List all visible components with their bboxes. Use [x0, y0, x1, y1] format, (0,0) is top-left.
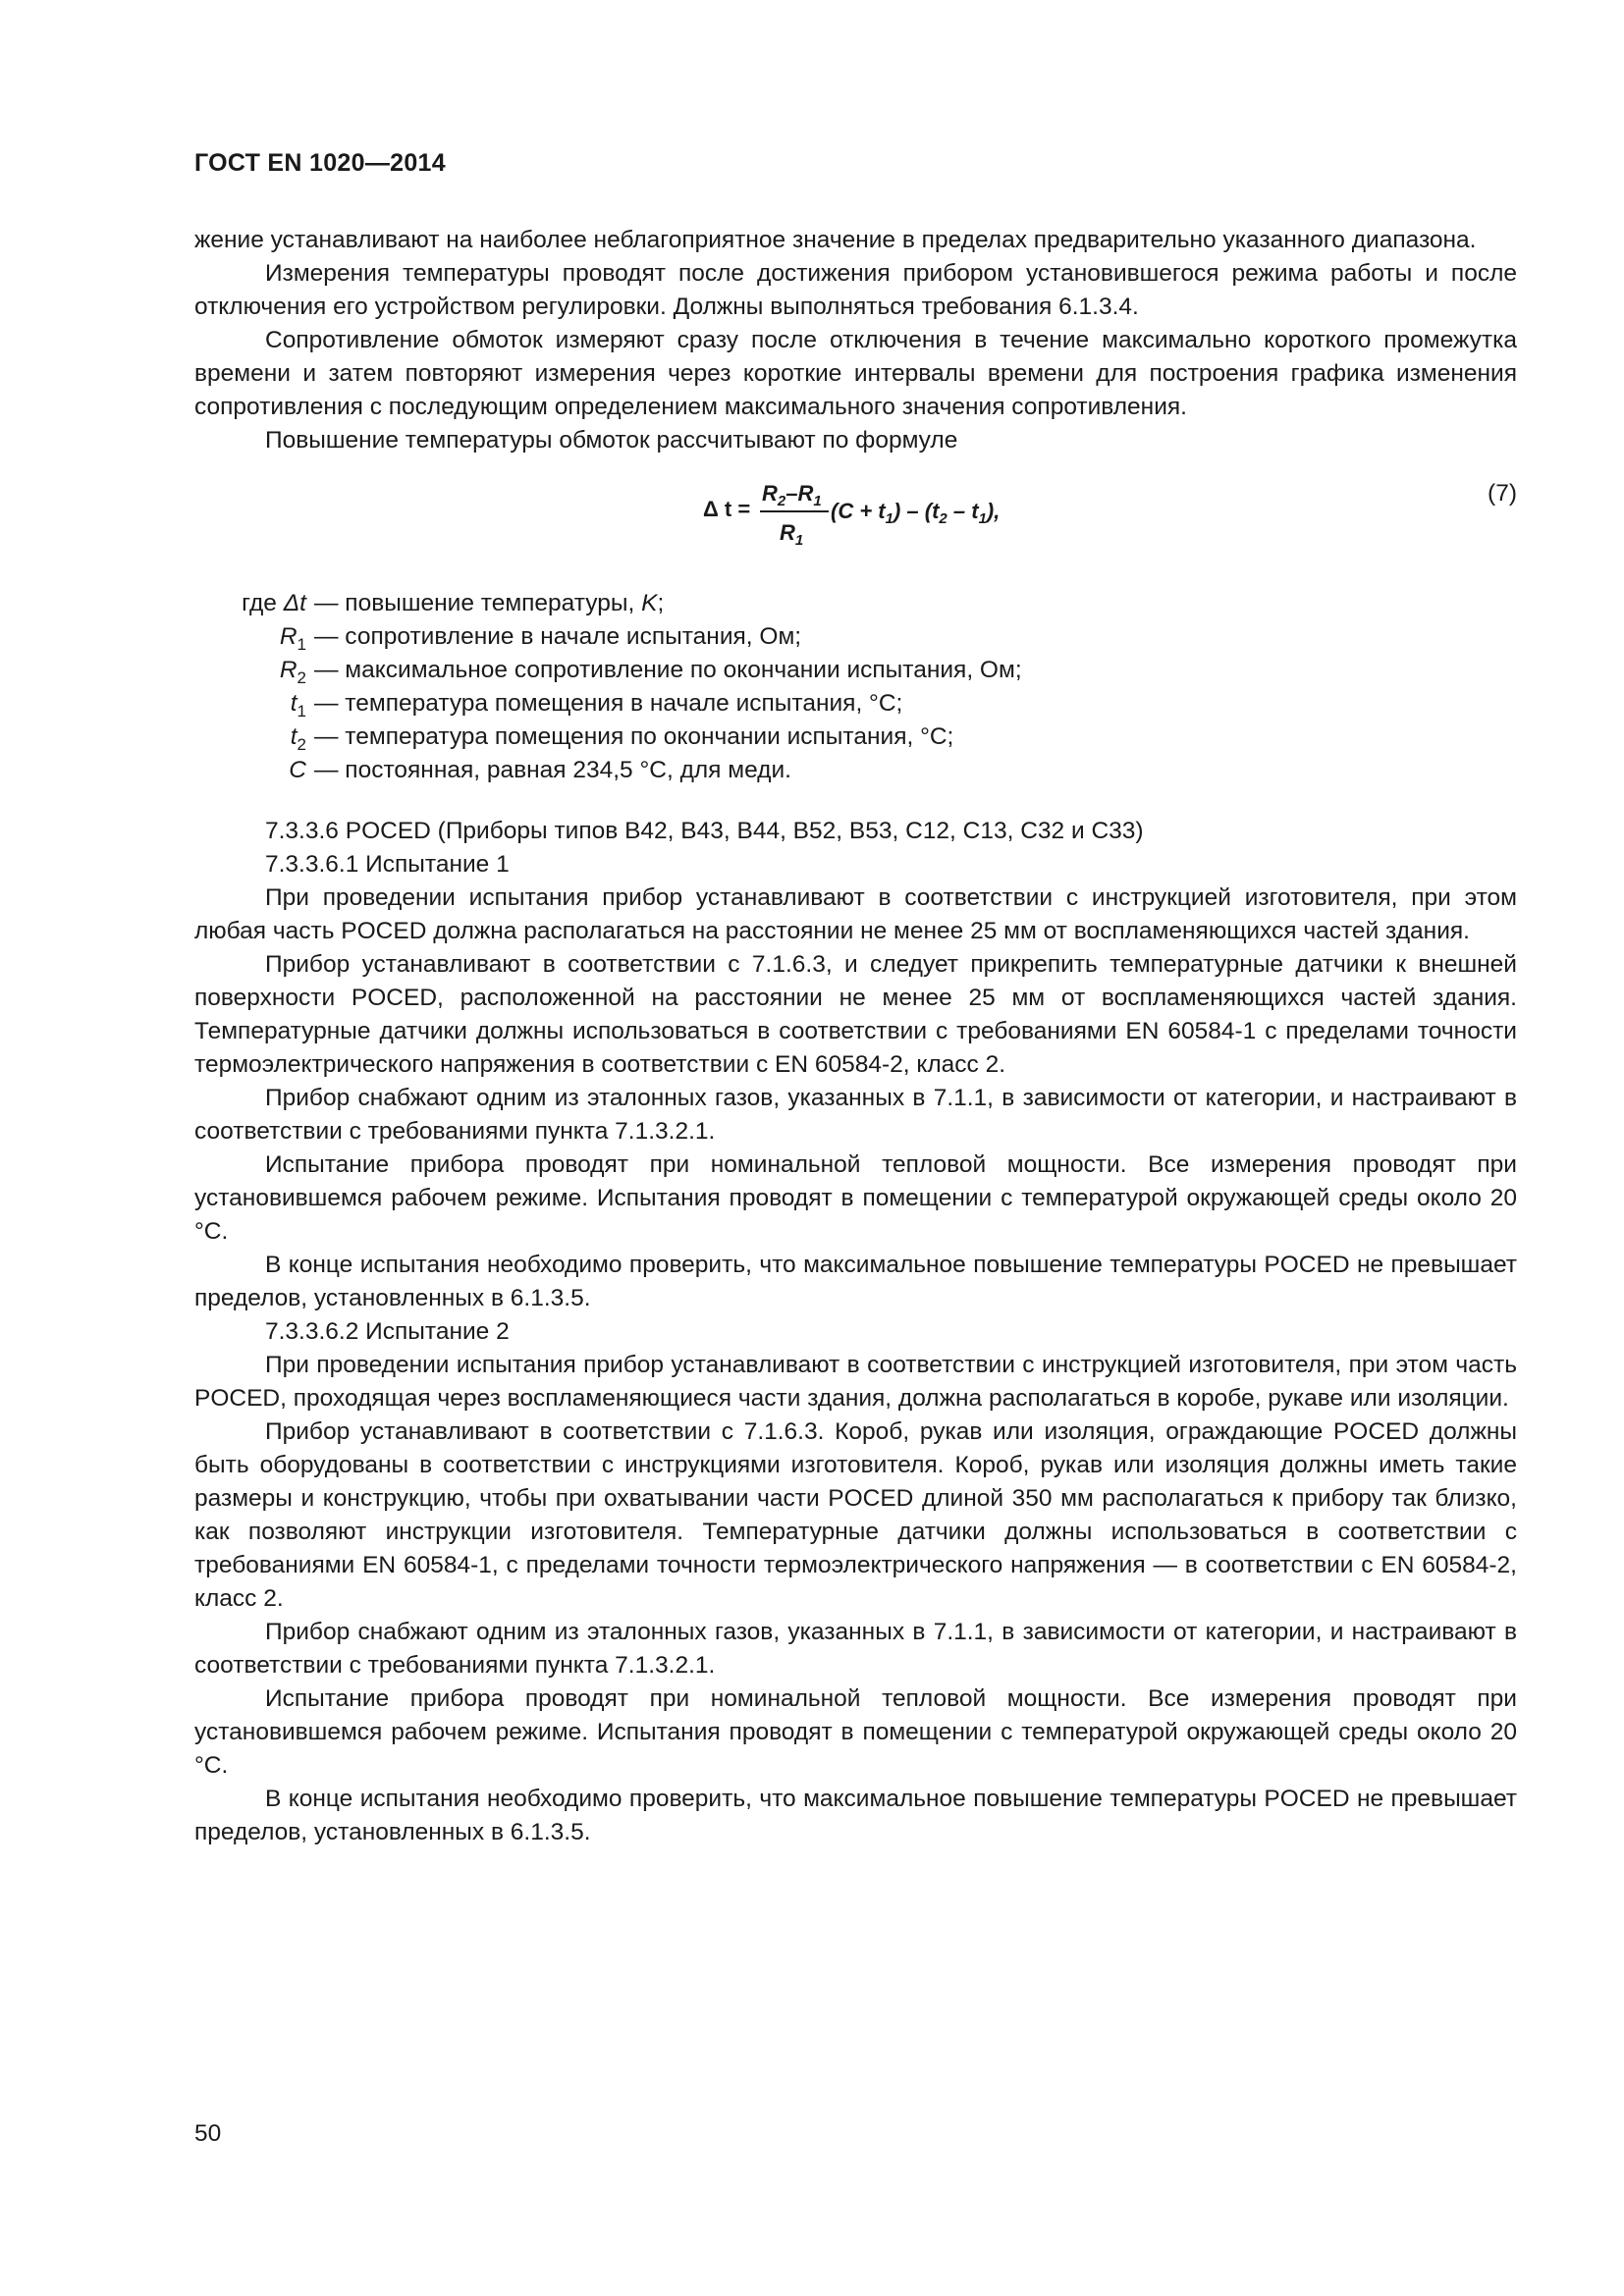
paragraph: Измерения температуры проводят после достижения прибором установившегося режима работы и после отключения его устройством регулировки. Должны выполняться требования 6.1.3.4. [194, 260, 1517, 320]
svg-text:R1 [780, 520, 803, 549]
formula-rest-minus: – t [947, 499, 979, 523]
legend-row [194, 687, 1517, 721]
legend-symbol: t [290, 690, 298, 717]
paragraph: Прибор устанавливают в соответствии с 7.1.6.3. Короб, рукав или изоляция, ограждающие POCED должны быть оборудованы в соответствии с инструкциями изготовителя. Короб, рукав или изоляция должны иметь такие размеры и конструкцию, чтобы при охватывании части POCED длиной 350 мм располагаться к прибору так близко, как позволяют инструкции изготовителя. Температурные датчики должны использоваться в соответствии с требованиями EN 60584-1, с пределами точности термоэлектрического напряжения — в соответствии с EN 60584-2, класс 2. [194, 1418, 1517, 1612]
legend-row [194, 654, 1517, 687]
legend-row [194, 620, 1517, 654]
formula-rest-close: ), [986, 499, 1001, 523]
legend-symbol: Δt [283, 590, 306, 616]
formula-num-r1: R [797, 481, 814, 506]
legend-symbol-sub: 2 [297, 668, 306, 687]
legend-unit: K [641, 590, 658, 616]
formula-rest-t1b-sub: 1 [978, 510, 987, 527]
legend-desc: — сопротивление в начале испытания, Ом; [314, 623, 802, 650]
paragraph: Сопротивление обмоток измеряют сразу после отключения в течение максимально короткого промежутка времени и затем повторяют измерения через короткие интервалы времени для построения графика изменения сопротивления с последующим определением максимального значения сопротивления. [194, 327, 1517, 420]
paragraph: Повышение температуры обмоток рассчитывают по формуле [265, 427, 958, 454]
paragraph: Прибор снабжают одним из эталонных газов, указанных в 7.1.1, в зависимости от категории, и настраивают в соответствии с требованиями пункта 7.1.3.2.1. [194, 1085, 1517, 1145]
paragraph: В конце испытания необходимо проверить, что максимальное повышение температуры POCED не превышает пределов, установленных в 6.1.3.5. [194, 1786, 1517, 1845]
svg-text:(C + t1) – (t2 – t1), [831, 499, 1000, 527]
subsection-heading: 7.3.3.6.2 Испытание 2 [265, 1318, 510, 1345]
legend-tail: ; [657, 590, 665, 616]
document-header: ГОСТ EN 1020—2014 [194, 149, 446, 177]
formula-num-minus: – [785, 481, 798, 506]
formula-lhs: Δ t = [703, 497, 751, 521]
paragraph: Прибор устанавливают в соответствии с 7.1.6.3, и следует прикрепить температурные датчики к внешней поверхности POCED, расположенной на расстоянии не менее 25 мм от воспламеняющихся частей здания. Температурные датчики должны использоваться в соответствии с требованиями EN 60584-1 с пределами точности термоэлектрического напряжения в соответствии с EN 60584-2, класс 2. [194, 951, 1517, 1078]
formula-num-r2-sub: 2 [777, 493, 786, 509]
legend-symbol: R [279, 657, 298, 683]
page-number: 50 [194, 2120, 222, 2147]
legend-symbol-sub: 1 [297, 635, 306, 654]
legend-desc: — максимальное сопротивление по окончании испытания, Ом; [314, 657, 1022, 683]
formula-rest-open: (C + t [831, 499, 886, 523]
paragraphs-top [194, 224, 1517, 457]
legend-symbol-sub: 2 [297, 735, 306, 754]
paragraph: При проведении испытания прибор устанавливают в соответствии с инструкцией изготовителя, при этом часть POCED, проходящая через воспламеняющиеся части здания, должна располагаться в коробе, рукаве или изоляции. [194, 1352, 1517, 1412]
legend-desc: — температура помещения по окончании испытания, °С; [314, 723, 954, 750]
subsection-heading: 7.3.3.6.1 Испытание 1 [265, 851, 510, 878]
section-heading: 7.3.3.6 POCED (Приборы типов В42, В43, В44, В52, В53, С12, С13, С32 и С33) [265, 818, 1144, 844]
legend-where: где [242, 590, 277, 616]
formula-num-r2: R [762, 481, 778, 506]
paragraph: жение устанавливают на наиболее неблагоприятное значение в пределах предварительно указанного диапазона. [194, 227, 1477, 253]
legend-desc: — повышение температуры, [314, 590, 642, 616]
formula-rest-mid: ) – (t [893, 499, 940, 523]
legend-desc: — постоянная, равная 234,5 °С, для меди. [314, 757, 791, 783]
formula-rest-t2-sub: 2 [939, 510, 947, 527]
legend-desc: — температура помещения в начале испытания, °С; [314, 690, 903, 717]
paragraph: Испытание прибора проводят при номинальной тепловой мощности. Все измерения проводят при установившемся рабочем режиме. Испытания проводят в помещении с температурой окружающей среды около 20 °С. [194, 1685, 1517, 1779]
svg-text:R2–R1 [762, 481, 822, 509]
formula-rest-t1-sub: 1 [885, 510, 893, 527]
formula-den-r1-sub: 1 [794, 532, 804, 549]
formula-legend [194, 587, 1517, 787]
paragraph: При проведении испытания прибор устанавливают в соответствии с инструкцией изготовителя, при этом любая часть POCED должна располагаться на расстоянии не менее 25 мм от воспламеняющихся частей здания. [194, 884, 1517, 944]
legend-row [194, 754, 1517, 787]
legend-symbol: t [290, 723, 298, 750]
legend-symbol: R [279, 623, 298, 650]
formula-num-r1-sub: 1 [813, 493, 822, 509]
document-body [194, 224, 1517, 1849]
legend-symbol: C [289, 757, 306, 783]
paragraph: Испытание прибора проводят при номинальной тепловой мощности. Все измерения проводят при установившемся рабочем режиме. Испытания проводят в помещении с температурой окружающей среды около 20 °С. [194, 1151, 1517, 1245]
paragraph: В конце испытания необходимо проверить, что максимальное повышение температуры POCED не превышает пределов, установленных в 6.1.3.5. [194, 1252, 1517, 1311]
formula-block [194, 469, 1517, 575]
paragraphs-bottom [194, 815, 1517, 1849]
legend-symbol-sub: 1 [297, 702, 306, 721]
paragraph: Прибор снабжают одним из эталонных газов, указанных в 7.1.1, в зависимости от категории, и настраивают в соответствии с требованиями пункта 7.1.3.2.1. [194, 1619, 1517, 1679]
formula-den-r1: R [780, 520, 795, 545]
formula-temperature-rise [703, 471, 1037, 560]
formula-number: (7) [1488, 480, 1517, 507]
legend-row [194, 721, 1517, 754]
legend-row [194, 587, 1517, 620]
